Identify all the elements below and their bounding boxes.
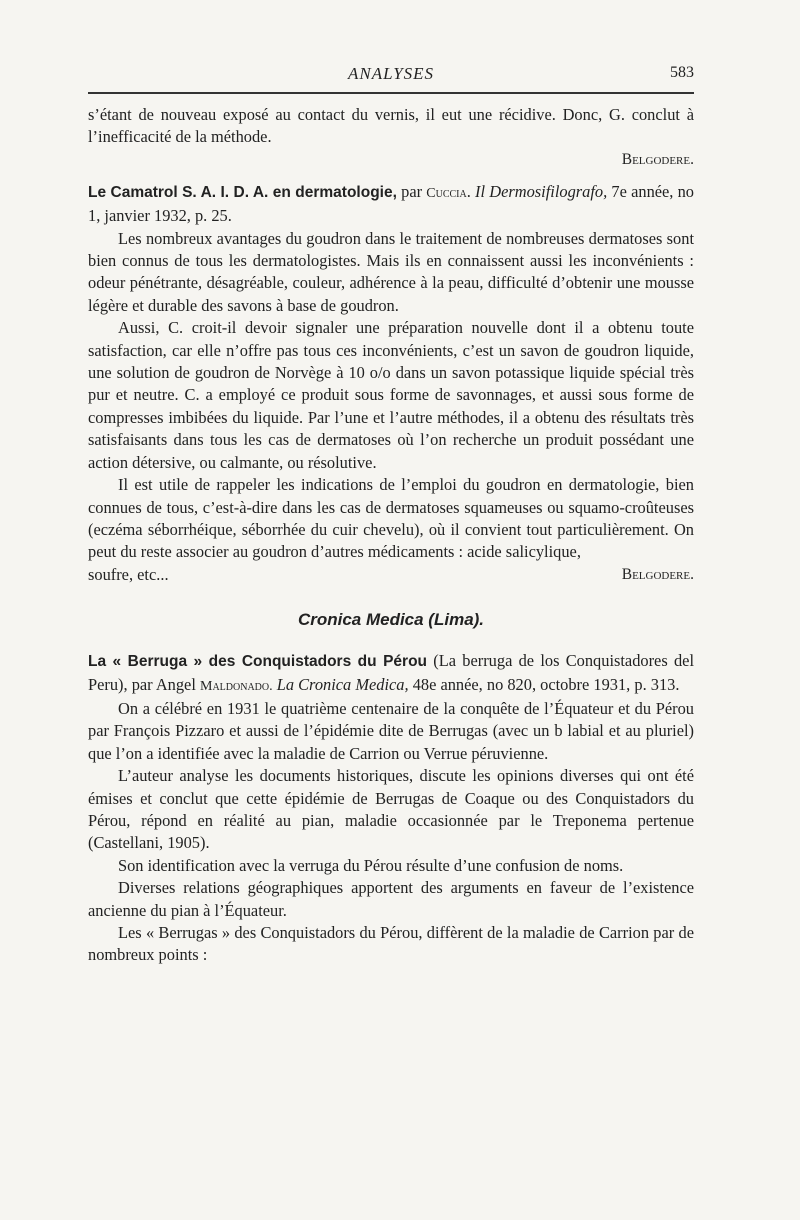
page [88, 58, 694, 967]
intro-signature: Belgodere. [621, 150, 694, 168]
article1-paragraph: Il est utile de rappeler les indications de l’emploi du goudron en dermatologie, bien connues de tous, c’est-à-dire dans les cas de dermatoses squameuses ou squamo-croûteuses (eczéma séborrhéique, séborrhée du cuir chevelu), où il convient tout particulièrement. On peut du reste associer au goudron d’autres médicaments : acide salicylique, [88, 475, 694, 562]
article2-paragraph: Son identification avec la verruga du Pérou résulte d’une confusion de noms. [118, 855, 624, 875]
article2-paragraph: On a célébré en 1931 le quatrième centenaire de la conquête de l’Équateur et du Pérou par François Pizzaro et aussi de l’épidémie dite de Berrugas (avec un b labial et au pluriel) que l’on a identifiée avec la maladie de Carrion ou Verrue péruvienne. [88, 698, 694, 763]
article1-paragraph: Les nombreux avantages du goudron dans le traitement de nombreuses dermatoses sont bien connus de tous les dermatologistes. Mais ils en connaissent aussi les inconvénients : odeur pénétrante, désagréable, couleur, adhérence à la peau, difficulté d’obtenir une mousse légère et durable des savons à base de goudron. [88, 228, 694, 315]
section-title: Cronica Medica (Lima). [297, 610, 485, 630]
article2-ref-prefix: (La berruga de los Conquistadores del Peru), par Angel [88, 651, 694, 694]
article2-ref-suffix: 48e année, no 820, octobre 1931, p. 313. [412, 674, 680, 694]
article2-heading [88, 650, 694, 698]
article2-title: La « Berruga » des Conquistadors du Pérou [88, 653, 428, 671]
article1-signature: Belgodere. [621, 565, 694, 583]
article2-author: Maldonado. [200, 678, 273, 694]
intro-paragraph: s’étant de nouveau exposé au contact du vernis, il eut une récidive. Donc, G. conclut à l’inefficacité de la méthode. [88, 105, 694, 147]
article2-journal: La Cronica Medica, [276, 674, 409, 694]
article2-paragraph: Diverses relations géographiques apportent des arguments en faveur de l’existence ancienne du pian à l’Équateur. [88, 878, 694, 920]
article1-title: Le Camatrol S. A. I. D. A. en dermatologie, [88, 183, 397, 201]
running-title: ANALYSES [347, 64, 435, 83]
article1-author: Cuccia [426, 185, 467, 201]
article2-paragraph: Les « Berrugas » des Conquistadors du Pérou, diffèrent de la maladie de Carrion par de nombreux points : [88, 923, 694, 965]
article1-paragraph: Aussi, C. croit-il devoir signaler une préparation nouvelle dont il a obtenu toute satisfaction, car elle n’offre pas tous ces inconvénients, c’est un savon de goudron liquide, une solution de goudron de Norvège à 10 o/o dans un savon potassique liquide spécial très pur et neutre. C. a employé ce produit sous forme de savonnages, et aussi sous forme de compresses imbibées du liquide. Par l’une et l’autre méthodes, il a obtenu des résultats très satisfaisants dans tous les cas de dermatoses où l’on recherche un produit possédant une action détersive, ou calmante, ou résolutive. [88, 318, 694, 472]
article1-last-line: soufre, etc... [88, 564, 169, 584]
header-rule [88, 92, 694, 94]
article1-ref: 7e année, no 1, janvier 1932, p. 25. [88, 181, 695, 226]
article1-closing [88, 564, 694, 586]
article1-by: par [401, 181, 423, 201]
article1-heading: Le Camatrol S. A. I. D. A. en dermatologie, par Cuccia. Il Dermosifilografo, 7e année, no 1, janvier 1932, p. 25. [88, 181, 695, 226]
page-header [88, 58, 694, 86]
article1-journal: Il Dermosifilografo, [475, 181, 608, 201]
page-number: 583 [670, 64, 694, 81]
article2-paragraph: L’auteur analyse les documents historiques, discute les opinions diverses qui ont été émises et conclut que cette épidémie de Berrugas de Coaque ou des Conquistadors du Pérou, répond en réalité au pian, maladie occasionnée par le Treponema pertenue (Castellani, 1905). [88, 766, 694, 853]
